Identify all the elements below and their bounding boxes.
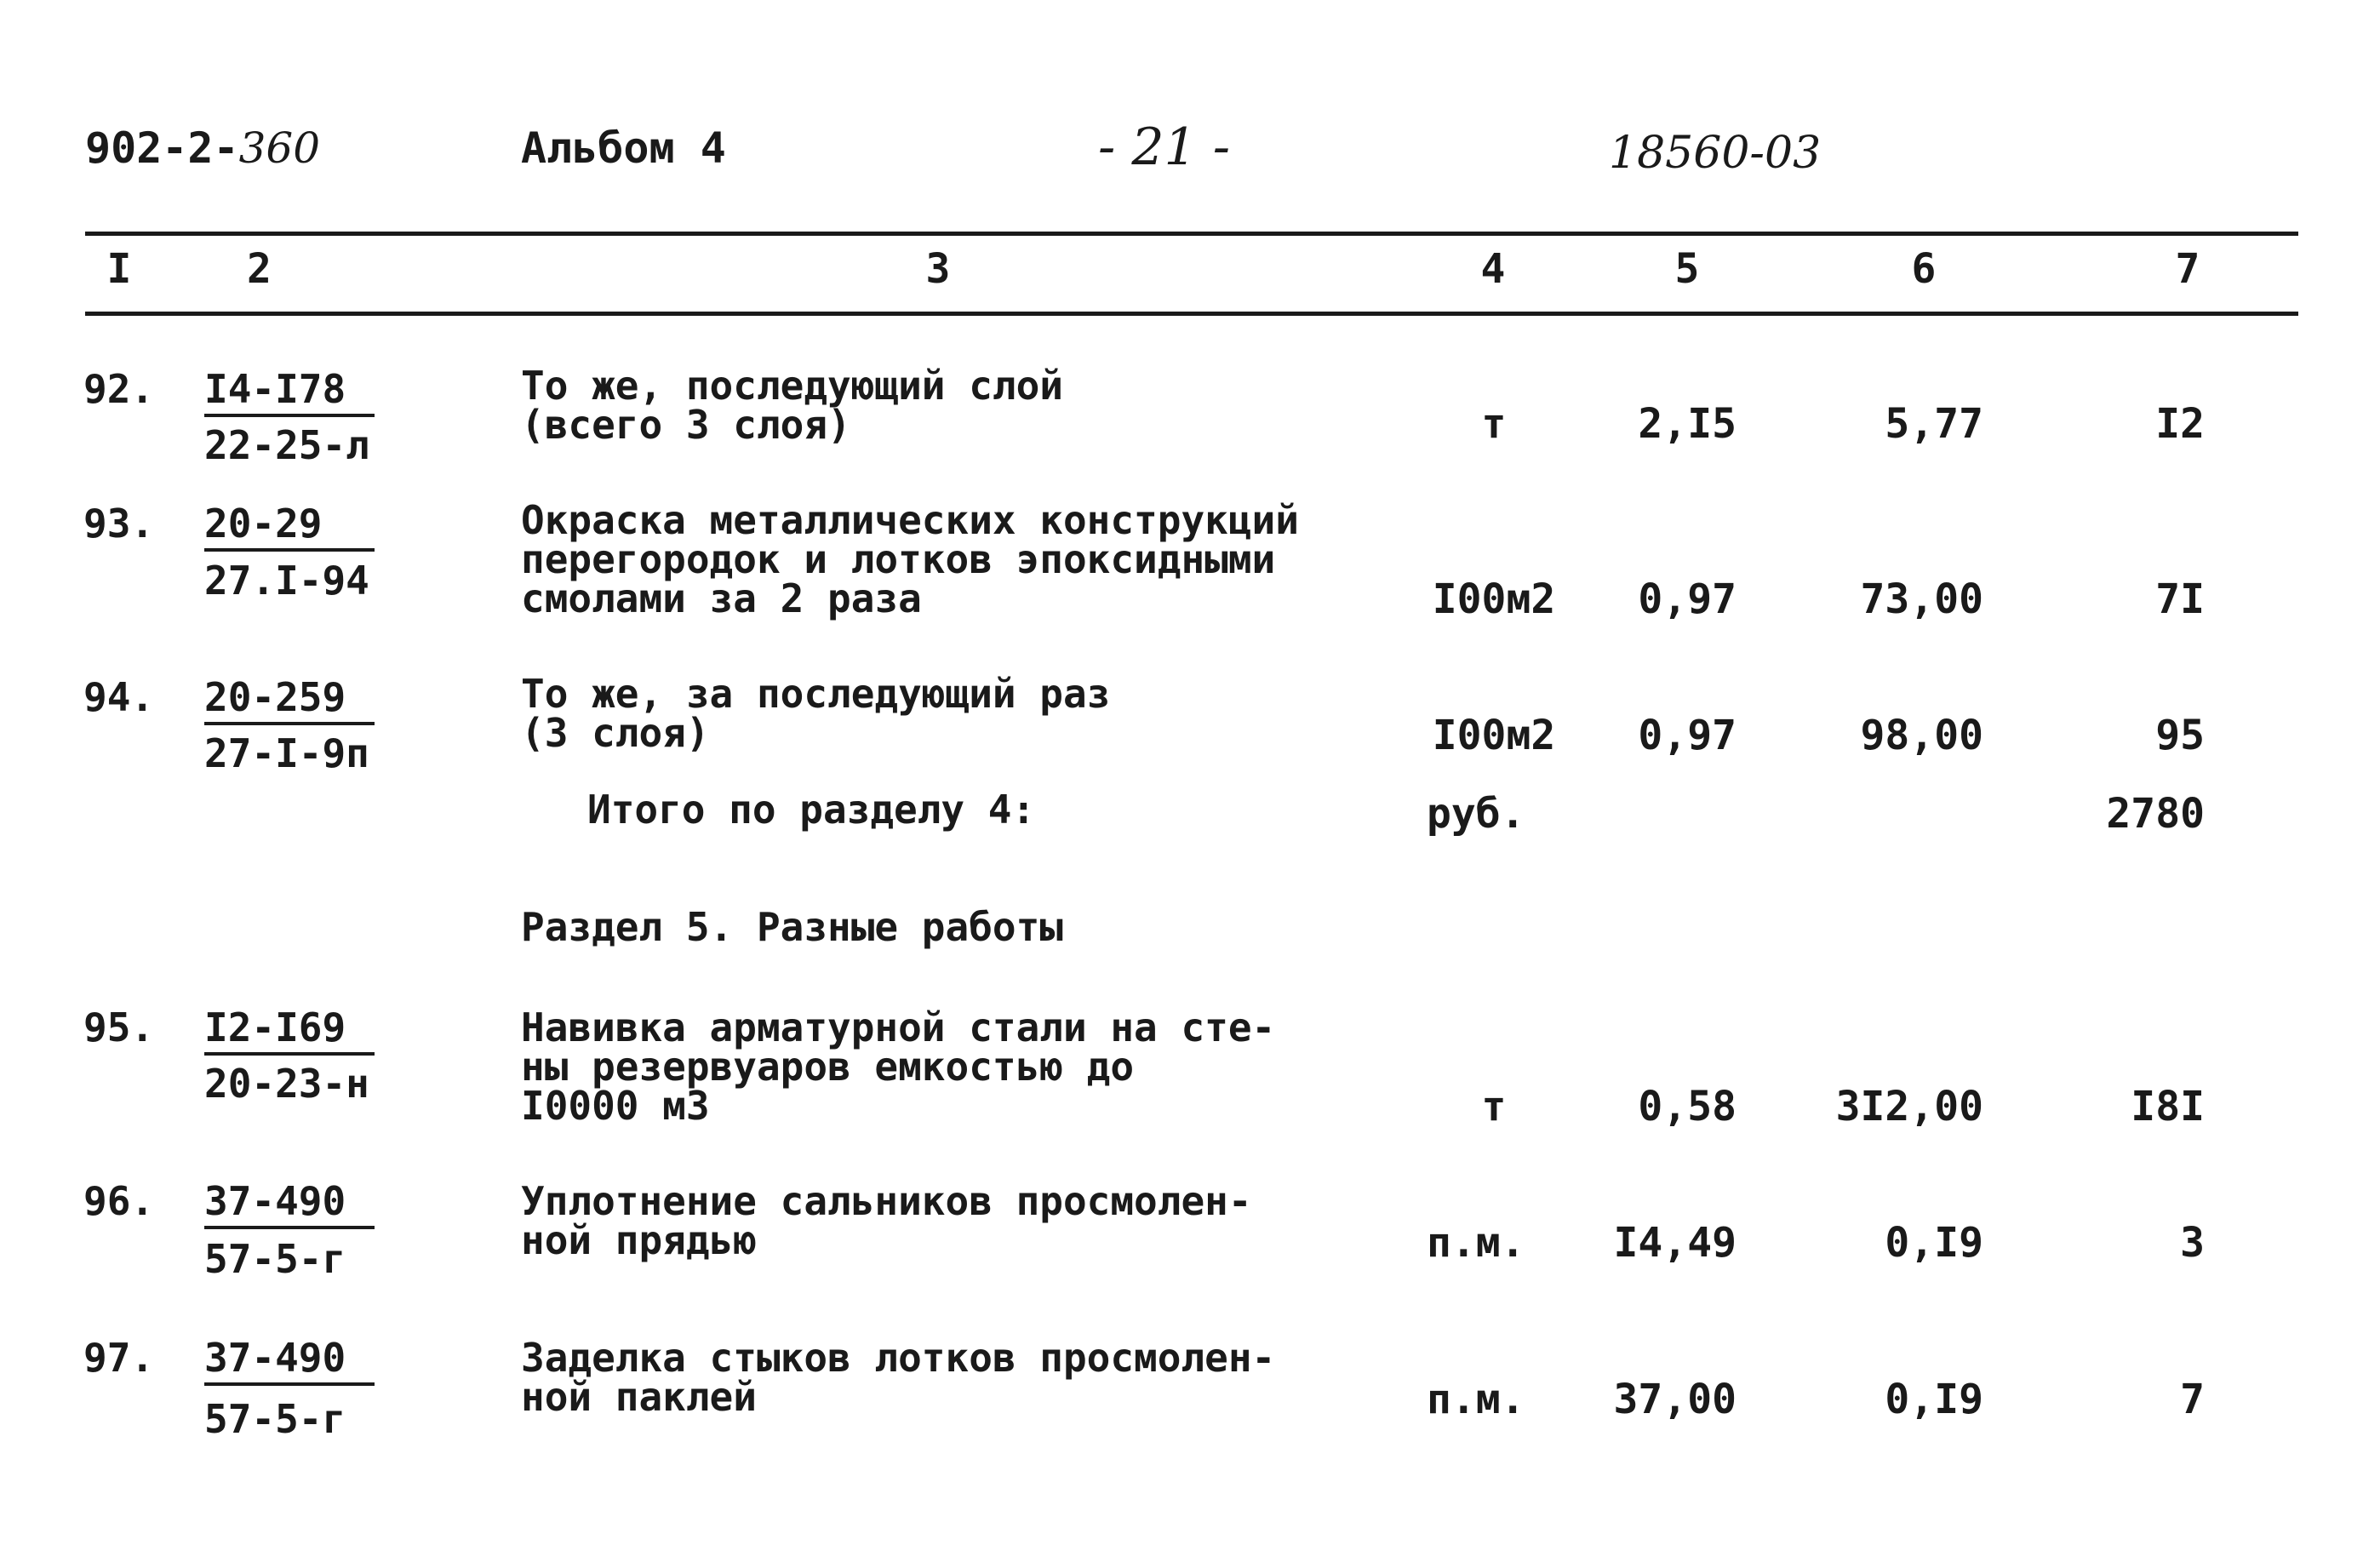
subtotal-label: Итого по разделу 4: [587, 787, 1036, 833]
norm-code-top: 20-259 [204, 674, 375, 725]
album-label: Альбом 4 [521, 123, 726, 173]
unit: т [1481, 1083, 1507, 1130]
row-number: 95. [83, 1004, 155, 1050]
total-cost: I8I [2131, 1083, 2205, 1130]
norm-code-top: 20-29 [204, 501, 375, 552]
norm-code-top: I4-I78 [204, 366, 375, 417]
total-cost: 7 [2180, 1376, 2205, 1423]
unit-price: 5,77 [1885, 400, 1983, 448]
unit-price: 73,00 [1860, 575, 1983, 623]
norm-code-top: I2-I69 [204, 1004, 375, 1056]
row-number: 97. [83, 1335, 155, 1381]
column-header-2: 2 [247, 245, 272, 293]
work-description: То же, за последующий раз (3 слоя) [521, 671, 1111, 756]
norm-code-top: 37-490 [204, 1335, 375, 1386]
norm-code-bottom: 27-I-9п [204, 730, 369, 776]
document-code-handwritten: 360 [238, 123, 321, 173]
row-number: 92. [83, 366, 155, 412]
norm-code-bottom: 22-25-л [204, 422, 369, 468]
norm-code-top: 37-490 [204, 1178, 375, 1229]
norm-code-bottom: 57-5-г [204, 1236, 346, 1282]
norm-code-bottom: 20-23-н [204, 1061, 369, 1107]
document-code: 902-2-360 [85, 123, 321, 173]
work-description: Уплотнение сальников просмолен- ной прядью [521, 1178, 1252, 1263]
unit-price: 3I2,00 [1835, 1083, 1983, 1130]
unit: п.м. [1427, 1219, 1525, 1267]
unit-price: 0,I9 [1885, 1219, 1983, 1267]
quantity: 0,58 [1638, 1083, 1736, 1130]
column-header-4: 4 [1480, 245, 1506, 293]
work-description: То же, последующий слой (всего 3 слоя) [521, 363, 1063, 448]
table-top-rule [85, 232, 2298, 236]
table-header-rule [85, 312, 2298, 316]
reference-number: 18560-03 [1609, 128, 1822, 179]
unit-price: 0,I9 [1885, 1376, 1983, 1423]
subtotal-total: 2780 [2106, 790, 2205, 838]
quantity: 2,I5 [1638, 400, 1736, 448]
row-number: 96. [83, 1178, 155, 1224]
quantity: I4,49 [1613, 1219, 1736, 1267]
quantity: 0,97 [1638, 575, 1736, 623]
column-header-6: 6 [1911, 245, 1937, 293]
work-description: Навивка арматурной стали на сте- ны резервуаров емкостью до I0000 м3 [521, 1004, 1276, 1129]
unit: т [1481, 400, 1507, 448]
row-number: 94. [83, 674, 155, 720]
quantity: 37,00 [1613, 1376, 1736, 1423]
total-cost: 7I [2155, 575, 2205, 623]
column-header-3: 3 [925, 245, 951, 293]
unit: п.м. [1427, 1376, 1525, 1423]
unit-price: 98,00 [1860, 712, 1983, 759]
section-heading: Раздел 5. Разные работы [521, 904, 1063, 950]
norm-code-bottom: 27.I-94 [204, 558, 369, 604]
column-header-1: I [106, 245, 132, 293]
page-number: - 21 - [1098, 117, 1231, 177]
total-cost: 3 [2180, 1219, 2205, 1267]
unit: I00м2 [1432, 575, 1556, 623]
column-header-5: 5 [1674, 245, 1700, 293]
total-cost: I2 [2155, 400, 2205, 448]
quantity: 0,97 [1638, 712, 1736, 759]
total-cost: 95 [2155, 712, 2205, 759]
work-description: Окраска металлических конструкций перегородок и лотков эпоксидными смолами за 2 раза [521, 497, 1299, 621]
norm-code-bottom: 57-5-г [204, 1396, 346, 1442]
row-number: 93. [83, 501, 155, 547]
column-header-7: 7 [2175, 245, 2200, 293]
unit: I00м2 [1432, 712, 1556, 759]
subtotal-unit: руб. [1427, 790, 1525, 838]
work-description: Заделка стыков лотков просмолен- ной паклей [521, 1335, 1276, 1420]
